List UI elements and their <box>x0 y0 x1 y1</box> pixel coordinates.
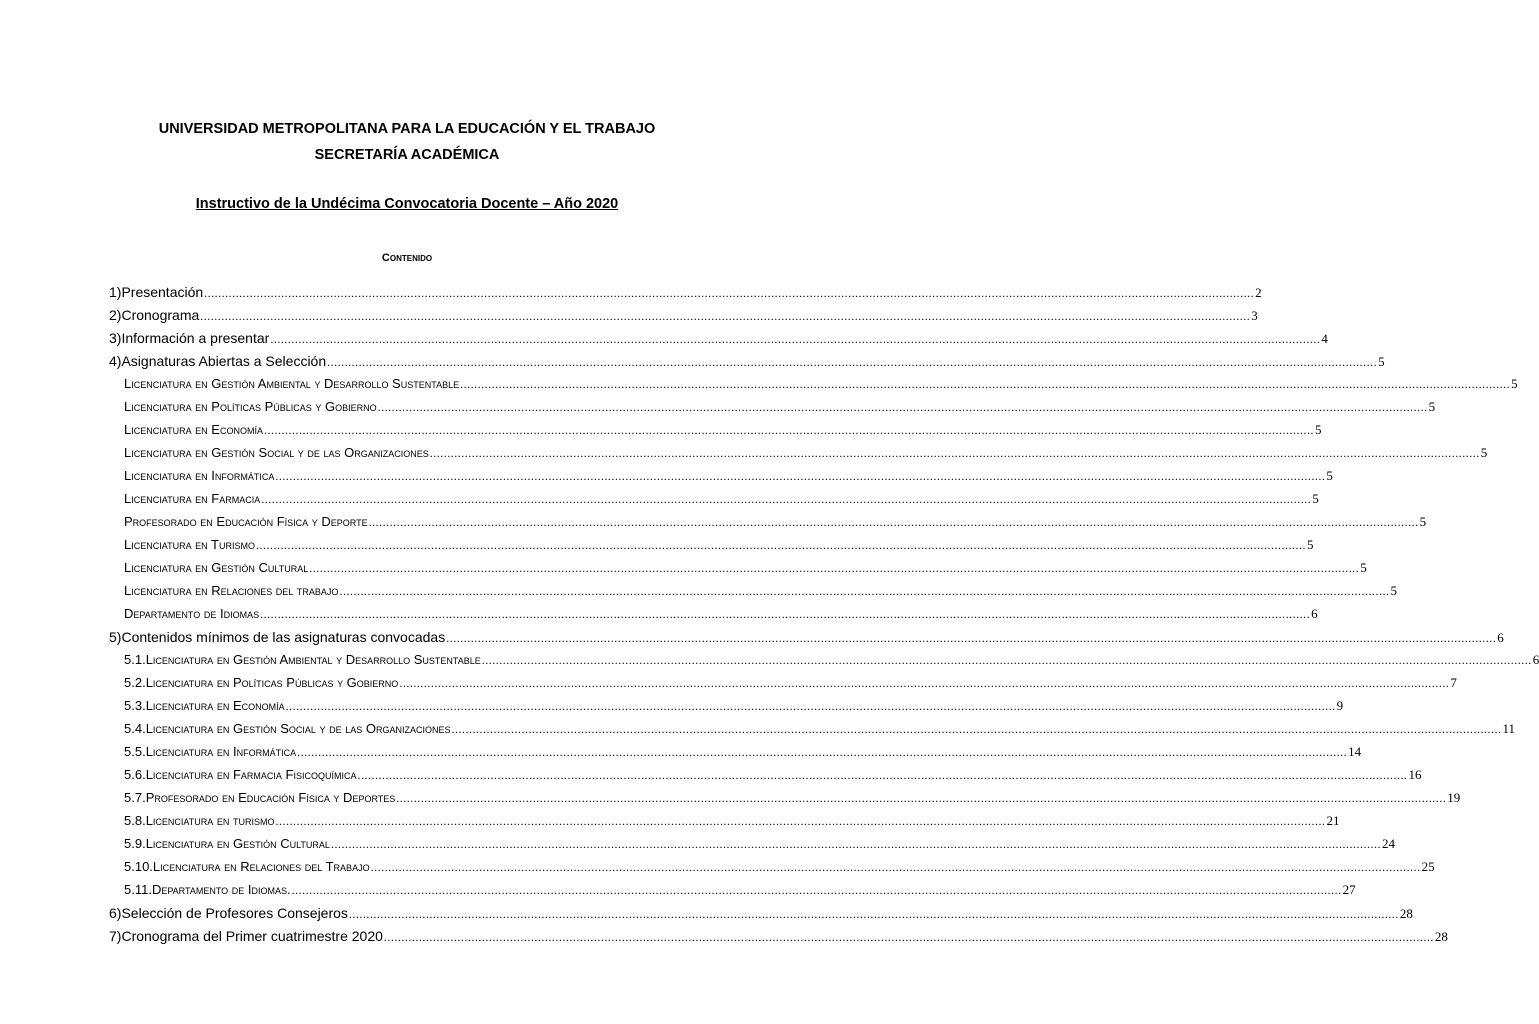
toc-entry-page: 2 <box>1255 285 1262 300</box>
toc-dot-leader: ............................................................................................................................................................................................................................................................................................................ <box>200 309 1251 323</box>
toc-entry-title: Departamento de Idiomas. <box>151 882 291 897</box>
toc-entry[interactable] <box>109 928 1448 945</box>
toc-entry-page: 21 <box>1326 813 1340 828</box>
toc-entry[interactable] <box>124 790 1461 806</box>
toc-entry-title: Profesorado en Educación Física y Deportes <box>145 790 396 805</box>
toc-entry-title: Licenciatura en Políticas Públicas y Gobierno <box>124 399 377 414</box>
institution-title: UNIVERSIDAD METROPOLITANA PARA LA EDUCACIÓN Y EL TRABAJO <box>158 121 656 137</box>
toc-entry[interactable] <box>124 399 1436 415</box>
toc-entry-title: Licenciatura en Gestión Social y de las Organizaciones <box>124 445 429 460</box>
toc-entry-title: Licenciatura en Economía <box>145 698 285 713</box>
toc-entry-page: 3 <box>1251 308 1258 323</box>
toc-entry-title: Presentación <box>121 284 204 300</box>
toc-entry[interactable] <box>124 514 1427 530</box>
toc-entry-title: Información a presentar <box>121 330 270 346</box>
toc-entry-page: 19 <box>1447 790 1461 805</box>
toc-entry-page: 6 <box>1311 606 1318 621</box>
toc-dot-leader: ............................................................................................................................................................................................................................................................................................................ <box>285 699 1336 713</box>
toc-entry-title: Departamento de Idiomas <box>124 606 260 621</box>
toc-entry-page: 24 <box>1381 836 1395 851</box>
toc-dot-leader: ............................................................................................................................................................................................................................................................................................................ <box>270 332 1321 346</box>
toc-entry-title: Cronograma del Primer cuatrimestre 2020 <box>121 928 383 944</box>
toc-entry[interactable] <box>124 859 1435 875</box>
toc-dot-leader: ............................................................................................................................................................................................................................................................................................................ <box>309 561 1360 575</box>
toc-entry-page: 6 <box>1497 630 1504 645</box>
toc-entry-page: 7 <box>1450 675 1457 690</box>
toc-entry-title: Licenciatura en Políticas Públicas y Gobierno <box>145 675 399 690</box>
toc-entry-page: 5 <box>1307 537 1314 552</box>
toc-entry-title: Licenciatura en Informática <box>145 744 297 759</box>
toc-dot-leader: ............................................................................................................................................................................................................................................................................................................ <box>297 745 1348 759</box>
toc-entry-number: 5.6. <box>124 767 146 782</box>
toc-entry-title: Licenciatura en Gestión Social y de las Organizaciones <box>145 721 451 736</box>
toc-entry-page: 4 <box>1321 331 1328 346</box>
toc-entry-title: Profesorado en Educación Física y Deporte <box>124 514 368 529</box>
toc-entry-page: 28 <box>1434 929 1448 944</box>
toc-entry-title: Licenciatura en Turismo <box>124 537 255 552</box>
toc-entry-number: 2) <box>109 307 122 323</box>
toc-entry-title: Licenciatura en Informática <box>124 468 275 483</box>
toc-entry-number: 3) <box>109 330 122 346</box>
toc-dot-leader: ............................................................................................................................................................................................................................................................................................................ <box>377 400 1428 414</box>
toc-dot-leader: ............................................................................................................................................................................................................................................................................................................ <box>429 446 1480 460</box>
toc-entry[interactable] <box>124 491 1319 507</box>
toc-entry-title: Cronograma <box>121 307 200 323</box>
toc-entry-page: 5 <box>1428 399 1436 414</box>
toc-entry-number: 5.10. <box>124 859 153 874</box>
toc-entry-title: Licenciatura en Farmacia <box>124 491 261 506</box>
toc-entry-title: Licenciatura en Gestión Cultural <box>145 836 330 851</box>
toc-entry-title: Licenciatura en Farmacia Fisicoquímica <box>145 767 357 782</box>
toc-entry[interactable] <box>109 284 1262 301</box>
toc-entry-page: 5 <box>1360 560 1367 575</box>
toc-entry-number: 5.7. <box>124 790 146 805</box>
toc-entry[interactable] <box>109 307 1258 324</box>
toc-entry[interactable] <box>124 813 1340 829</box>
toc-entry-page: 27 <box>1342 882 1356 897</box>
toc-entry-number: 5.9. <box>124 836 146 851</box>
toc-dot-leader: ............................................................................................................................................................................................................................................................................................................ <box>368 515 1419 529</box>
contents-heading: Contenido <box>381 252 433 264</box>
toc-dot-leader: ............................................................................................................................................................................................................................................................................................................ <box>263 423 1314 437</box>
toc-entry-page: 5 <box>1378 354 1385 369</box>
toc-dot-leader: ............................................................................................................................................................................................................................................................................................................ <box>330 837 1381 851</box>
toc-entry-number: 5.1. <box>124 652 146 667</box>
toc-entry-number: 5) <box>109 629 122 645</box>
toc-dot-leader: ............................................................................................................................................................................................................................................................................................................ <box>260 607 1311 621</box>
toc-entry-page: 5 <box>1312 491 1319 506</box>
toc-dot-leader: ............................................................................................................................................................................................................................................................................................................ <box>383 930 1434 944</box>
toc-entry-page: 25 <box>1421 859 1435 874</box>
toc-dot-leader: ............................................................................................................................................................................................................................................................................................................ <box>446 631 1497 645</box>
toc-entry[interactable] <box>124 652 1539 668</box>
toc-entry-page: 5 <box>1480 445 1488 460</box>
toc-entry[interactable] <box>109 330 1328 347</box>
toc-entry-title: Licenciatura en Relaciones del Trabajo <box>152 859 370 874</box>
toc-dot-leader: ............................................................................................................................................................................................................................................................................................................ <box>256 538 1306 552</box>
toc-entry[interactable] <box>124 422 1322 438</box>
toc-dot-leader: ............................................................................................................................................................................................................................................................................................................ <box>275 469 1326 483</box>
toc-entry-number: 5.2. <box>124 675 146 690</box>
toc-entry-page: 16 <box>1408 767 1422 782</box>
toc-entry-number: 5.3. <box>124 698 146 713</box>
toc-entry-title: Contenidos mínimos de las asignaturas convocadas <box>121 629 446 645</box>
toc-entry-number: 4) <box>109 353 122 369</box>
toc-dot-leader: ............................................................................................................................................................................................................................................................................................................ <box>370 860 1421 874</box>
toc-entry[interactable] <box>124 560 1367 576</box>
toc-entry[interactable] <box>124 468 1333 484</box>
toc-dot-leader: ............................................................................................................................................................................................................................................................................................................ <box>460 377 1511 391</box>
toc-entry[interactable] <box>124 606 1318 622</box>
toc-entry[interactable] <box>124 882 1356 898</box>
toc-dot-leader: ............................................................................................................................................................................................................................................................................................................ <box>339 584 1390 598</box>
toc-entry-page: 5 <box>1326 468 1333 483</box>
toc-entry[interactable] <box>124 836 1395 852</box>
toc-entry-number: 5.8. <box>124 813 146 828</box>
toc-entry-page: 5 <box>1511 376 1518 391</box>
toc-entry-title: Licenciatura en turismo <box>145 813 275 828</box>
toc-entry-page: 5 <box>1314 422 1322 437</box>
toc-entry-title: Licenciatura en Relaciones del trabajo <box>124 583 339 598</box>
toc-entry-page: 11 <box>1502 721 1516 736</box>
toc-dot-leader: ............................................................................................................................................................................................................................................................................................................ <box>399 676 1450 690</box>
toc-entry-number: 7) <box>109 928 122 944</box>
toc-entry[interactable] <box>124 583 1397 599</box>
toc-entry[interactable] <box>124 744 1362 760</box>
toc-dot-leader: ............................................................................................................................................................................................................................................................................................................ <box>481 653 1532 667</box>
toc-dot-leader: ............................................................................................................................................................................................................................................................................................................ <box>327 355 1378 369</box>
toc-dot-leader: ............................................................................................................................................................................................................................................................................................................ <box>357 768 1408 782</box>
toc-entry-title: Selección de Profesores Consejeros <box>121 905 348 921</box>
toc-dot-leader: ............................................................................................................................................................................................................................................................................................................ <box>275 814 1326 828</box>
toc-dot-leader: ............................................................................................................................................................................................................................................................................................................ <box>451 722 1502 736</box>
toc-entry-number: 5.11. <box>124 882 152 897</box>
toc-entry-page: 9 <box>1336 698 1344 713</box>
toc-entry-title: Licenciatura en Gestión Ambiental y Desarrollo Sustentable <box>124 376 460 391</box>
toc-dot-leader: ............................................................................................................................................................................................................................................................................................................ <box>396 791 1447 805</box>
toc-dot-leader: ............................................................................................................................................................................................................................................................................................................ <box>291 883 1342 897</box>
toc-entry-page: 28 <box>1399 906 1413 921</box>
department-title: SECRETARÍA ACADÉMICA <box>314 147 500 163</box>
toc-entry[interactable] <box>124 698 1344 714</box>
toc-entry[interactable] <box>124 721 1516 737</box>
toc-entry-title: Asignaturas Abiertas a Selección <box>121 353 327 369</box>
toc-entry[interactable] <box>124 767 1422 783</box>
toc-entry[interactable] <box>109 905 1413 922</box>
toc-dot-leader: ............................................................................................................................................................................................................................................................................................................ <box>348 907 1399 921</box>
toc-entry-page: 14 <box>1348 744 1362 759</box>
toc-entry[interactable] <box>124 537 1314 553</box>
toc-entry-title: Licenciatura en Economía <box>124 422 263 437</box>
toc-entry-number: 5.5. <box>124 744 146 759</box>
toc-entry-page: 6 <box>1532 652 1539 667</box>
toc-entry-page: 5 <box>1419 514 1427 529</box>
toc-entry-title: Licenciatura en Gestión Cultural <box>124 560 309 575</box>
document-subtitle: Instructivo de la Undécima Convocatoria Docente – Año 2020 <box>195 196 619 212</box>
toc-entry[interactable] <box>124 445 1488 461</box>
toc-entry[interactable] <box>109 629 1504 646</box>
toc-entry[interactable] <box>124 675 1457 691</box>
toc-dot-leader: ............................................................................................................................................................................................................................................................................................................ <box>204 286 1255 300</box>
toc-entry-number: 1) <box>109 284 122 300</box>
toc-entry-number: 5.4. <box>124 721 146 736</box>
toc-entry-number: 6) <box>109 905 122 921</box>
toc-dot-leader: ............................................................................................................................................................................................................................................................................................................ <box>261 492 1312 506</box>
toc-entry[interactable] <box>109 353 1385 370</box>
toc-entry[interactable] <box>124 376 1518 392</box>
toc-entry-page: 5 <box>1390 583 1397 598</box>
toc-entry-title: Licenciatura en Gestión Ambiental y Desarrollo Sustentable <box>145 652 481 667</box>
